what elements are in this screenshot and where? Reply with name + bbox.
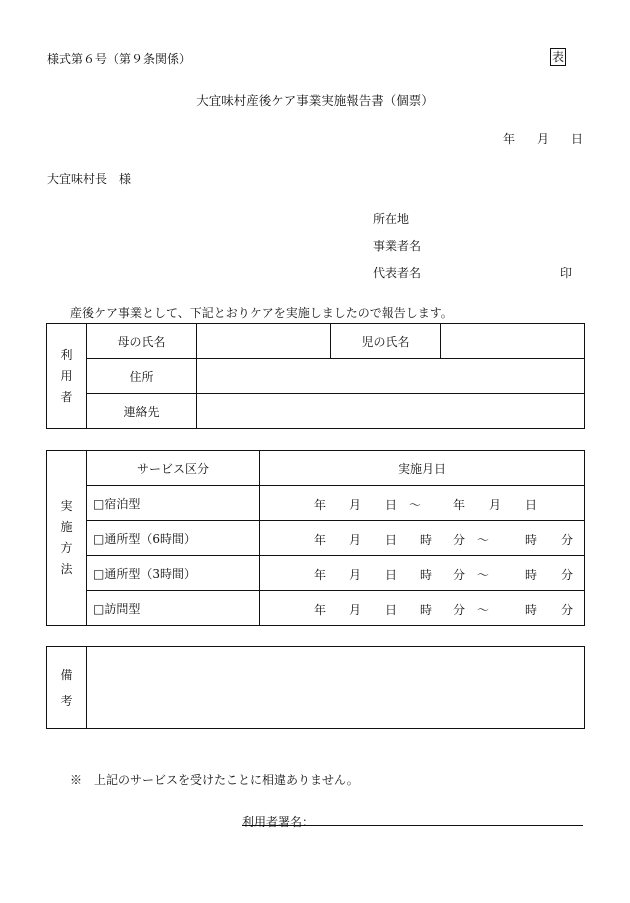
date-header: 実施月日 — [260, 451, 585, 486]
mother-name-label: 母の氏名 — [87, 324, 197, 359]
address-label: 住所 — [87, 359, 197, 394]
intro-text: 産後ケア事業として、下記とおりケアを実施しましたので報告します。 — [70, 306, 453, 320]
addressee: 大宜味村長 様 — [47, 172, 132, 186]
signature-label: 利用者署名： — [242, 815, 315, 829]
remarks-field[interactable] — [87, 647, 585, 729]
location-label: 所在地 — [373, 212, 410, 226]
side-mark: 表 — [551, 50, 564, 64]
user-side-label: 利 用 者 — [47, 324, 87, 429]
representative-label: 代表者名 — [373, 266, 422, 280]
seal-mark: 印 — [560, 266, 573, 280]
form-number: 様式第６号（第９条関係） — [47, 52, 192, 66]
service-row-visit[interactable]: □訪問型 — [87, 591, 260, 626]
date-cell-visit[interactable]: 年 月 日 時 分 ～ 時 分 — [260, 591, 585, 626]
business-name-label: 事業者名 — [373, 239, 422, 253]
mother-name-field[interactable] — [197, 324, 331, 359]
service-row-daycare-3h[interactable]: □通所型（3時間） — [87, 556, 260, 591]
remarks-table — [46, 646, 585, 729]
address-field[interactable] — [197, 359, 585, 394]
date-cell-daycare-3h[interactable]: 年 月 日 時 分 ～ 時 分 — [260, 556, 585, 591]
remarks-side-label: 備 考 — [47, 647, 87, 729]
user-table — [46, 323, 585, 429]
signature-line[interactable] — [242, 825, 583, 826]
child-name-field[interactable] — [441, 324, 585, 359]
service-row-daycare-6h[interactable]: □通所型（6時間） — [87, 521, 260, 556]
date-cell-daycare-6h[interactable]: 年 月 日 時 分 ～ 時 分 — [260, 521, 585, 556]
contact-label: 連絡先 — [87, 394, 197, 429]
method-side-label: 実 施 方 法 — [47, 451, 87, 626]
service-row-overnight[interactable]: □宿泊型 — [87, 486, 260, 521]
child-name-label: 児の氏名 — [331, 324, 441, 359]
date-cell-overnight[interactable]: 年 月 日 ～ 年 月 日 — [260, 486, 585, 521]
contact-field[interactable] — [197, 394, 585, 429]
service-type-header: サービス区分 — [87, 451, 260, 486]
page-title: 大宜味村産後ケア事業実施報告書（個票） — [196, 93, 434, 108]
method-table — [46, 450, 585, 626]
confirmation-note: ※ 上記のサービスを受けたことに相違ありません。 — [70, 773, 359, 787]
date-day-label: 日 — [571, 132, 584, 146]
date-month-label: 月 — [537, 132, 550, 146]
date-year-label: 年 — [503, 132, 516, 146]
